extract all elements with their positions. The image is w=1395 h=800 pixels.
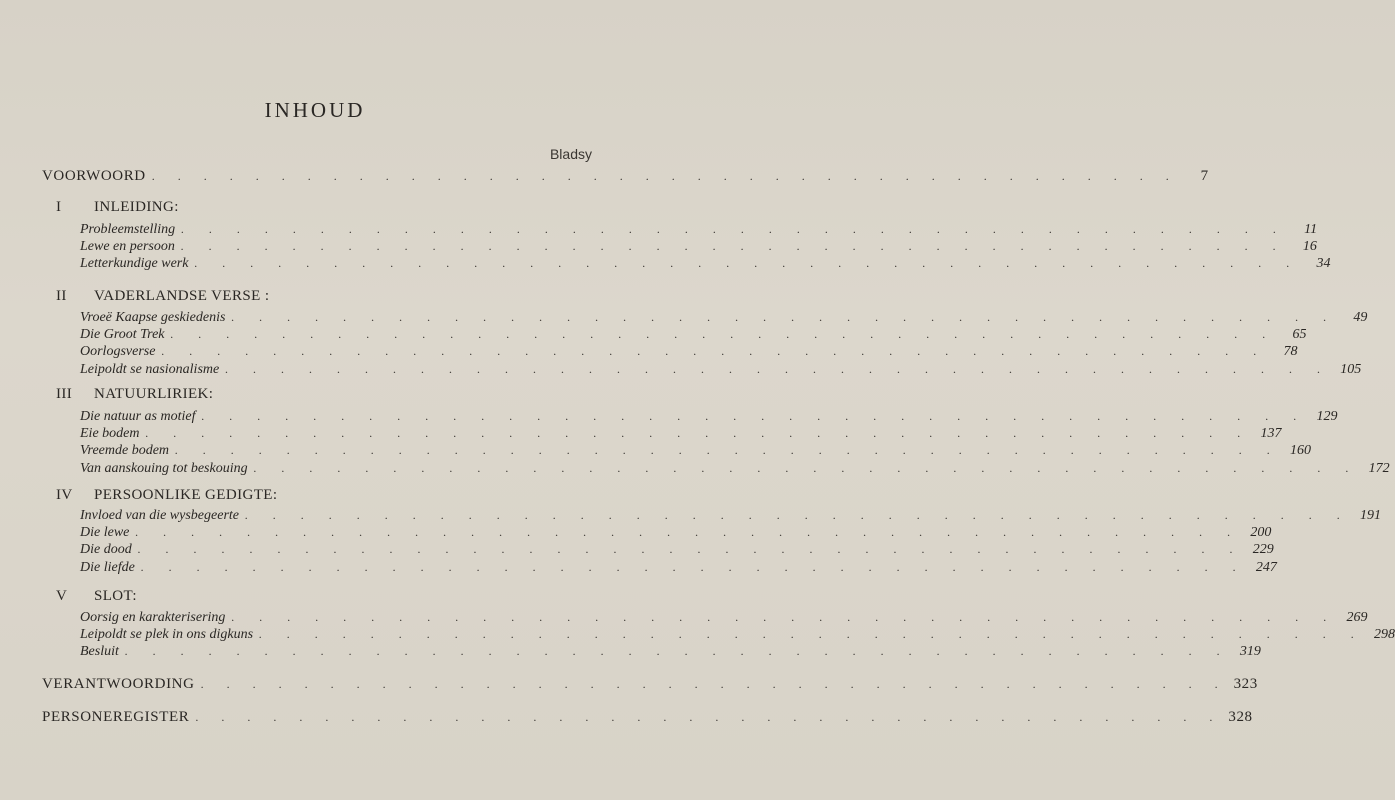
toc-entry xyxy=(80,327,1307,343)
page-number: 172 xyxy=(1368,460,1390,476)
toc-entry xyxy=(80,222,1318,238)
dot-leader: . . . . . . . . . . . . . . . . . . . . . . . . . . . . . . . . . . . . . . . . xyxy=(225,361,1332,376)
toc-entry xyxy=(80,460,1390,477)
page-number: 323 xyxy=(1233,676,1258,692)
page-number: 137 xyxy=(1260,426,1282,442)
entry-title: Oorsig en karakterisering xyxy=(80,610,226,625)
section-title: SLOT: xyxy=(94,588,137,604)
page-number: 160 xyxy=(1290,443,1312,459)
section-title: VADERLANDSE VERSE : xyxy=(94,288,270,304)
toc-entry xyxy=(80,426,1282,442)
page-number: 298 xyxy=(1374,627,1395,643)
section-numeral: V xyxy=(56,588,68,604)
page-number: 105 xyxy=(1340,361,1362,377)
page-number: 78 xyxy=(1283,344,1298,360)
dot-leader: . . . . . . . . . . . . . . . . . . . . . . . . . . . . . . . . . . . . . . . . xyxy=(137,542,1244,557)
page-number: 11 xyxy=(1304,222,1318,237)
entry-title: Vroeë Kaapse geskiedenis xyxy=(80,310,226,325)
page-number: 191 xyxy=(1360,508,1381,523)
dot-leader: . . . . . . . . . . . . . . . . . . . . . . . . . . . . . . . . . . . . . . . . xyxy=(135,525,1242,540)
toc-entry xyxy=(80,409,1338,425)
entry-title: Die dood xyxy=(80,542,132,558)
toc-entry-personeregister xyxy=(42,709,1253,726)
entry-title: Letterkundige werk xyxy=(80,256,189,272)
dot-leader: . . . . . . . . . . . . . . . . . . . . . . . . . . . . . . . . . . . . . . . . xyxy=(200,677,1228,691)
entry-title: PERSONEREGISTER xyxy=(42,709,190,725)
section-title: INLEIDING: xyxy=(94,199,179,215)
entry-title: VERANTWOORDING xyxy=(42,676,195,692)
dot-leader: . . . . . . . . . . . . . . . . . . . . . . . . . . . . . . . . . . . . . . . . xyxy=(161,344,1268,359)
dot-leader: . . . . . . . . . . . . . . . . . . . . . . . . . . . . . . . . . . . . . . . . xyxy=(145,426,1252,441)
entry-title: Die liefde xyxy=(80,559,135,575)
toc-entry xyxy=(80,310,1368,326)
entry-title: Oorlogsverse xyxy=(80,344,156,360)
dot-leader: . . . . . . . . . . . . . . . . . . . . . . . . . . . . . . . . . . . . . . . . xyxy=(140,559,1247,574)
entry-title: Lewe en persoon xyxy=(80,239,175,255)
toc-entry xyxy=(80,610,1368,626)
toc-entry xyxy=(80,443,1312,459)
section-numeral: II xyxy=(56,288,67,304)
toc-entry xyxy=(80,239,1317,255)
dot-leader: . . . . . . . . . . . . . . . . . . . . . . . . . . . . . . . . . . . . . . . . xyxy=(194,256,1301,271)
toc-entry-verantwoording xyxy=(42,676,1258,693)
section-heading xyxy=(56,588,137,605)
toc-entry xyxy=(80,344,1298,360)
entry-title: Leipoldt se plek in ons digkuns xyxy=(80,627,254,643)
toc-entry xyxy=(80,542,1274,558)
section-title: PERSOONLIKE GEDIGTE: xyxy=(94,487,278,503)
page-number: 247 xyxy=(1255,559,1277,575)
dot-leader: . . . . . . . . . . . . . . . . . . . . . . . . . . . . . . . . . . . . . . . . xyxy=(170,327,1277,342)
section-heading xyxy=(56,487,277,504)
dot-leader: . . . . . . . . . . . . . . . . . . . . . . . . . . . . . . . . . . . . . . . . xyxy=(151,169,1179,183)
page-title: INHOUD xyxy=(264,98,366,122)
entry-title: Die lewe xyxy=(80,525,130,541)
toc-entry xyxy=(80,508,1381,524)
dot-leader: . . . . . . . . . . . . . . . . . . . . . . . . . . . . . . . . . . . . . . . . xyxy=(259,627,1366,642)
page-number: 16 xyxy=(1302,239,1317,255)
dot-leader: . . . . . . . . . . . . . . . . . . . . . . . . . . . . . . . . . . . . . . . . xyxy=(253,460,1360,475)
entry-title: Leipoldt se nasionalisme xyxy=(80,361,220,377)
toc-entry xyxy=(80,361,1362,378)
section-numeral: I xyxy=(56,199,62,215)
section-heading xyxy=(56,199,179,216)
page-number: 34 xyxy=(1316,256,1331,272)
page-number: 129 xyxy=(1316,409,1338,424)
section-title: NATUURLIRIEK: xyxy=(94,386,214,402)
toc-entry-voorwoord xyxy=(42,168,1209,185)
entry-title: Die Groot Trek xyxy=(80,327,165,343)
section-heading xyxy=(56,288,269,305)
entry-title: Invloed van die wysbegeerte xyxy=(80,508,239,523)
toc-entry xyxy=(80,644,1261,660)
entry-title: Van aanskouing tot beskouing xyxy=(80,460,248,476)
page-number: 65 xyxy=(1292,327,1307,343)
dot-leader: . . . . . . . . . . . . . . . . . . . . . . . . . . . . . . . . . . . . . . . . xyxy=(124,644,1231,659)
dot-leader: . . . . . . . . . . . . . . . . . . . . . . . . . . . . . . . . . . . . . . . . xyxy=(195,710,1223,724)
page-number: 328 xyxy=(1228,709,1253,725)
page-number: 229 xyxy=(1252,542,1274,558)
section-numeral: IV xyxy=(56,487,73,503)
dot-leader: . . . . . . . . . . . . . . . . . . . . . . . . . . . . . . . . . . . . . . . . xyxy=(231,610,1338,624)
page-number: 49 xyxy=(1353,310,1368,325)
toc-entry xyxy=(80,559,1277,576)
dot-leader: . . . . . . . . . . . . . . . . . . . . . . . . . . . . . . . . . . . . . . . . xyxy=(181,222,1288,236)
page-number: 7 xyxy=(1200,168,1209,184)
dot-leader: . . . . . . . . . . . . . . . . . . . . . . . . . . . . . . . . . . . . . . . . xyxy=(180,239,1287,254)
entry-title: Eie bodem xyxy=(80,426,140,442)
entry-title: VOORWOORD xyxy=(42,168,146,184)
section-numeral: III xyxy=(56,386,73,402)
dot-leader: . . . . . . . . . . . . . . . . . . . . . . . . . . . . . . . . . . . . . . . . xyxy=(245,508,1351,522)
entry-title: Besluit xyxy=(80,644,119,660)
dot-leader: . . . . . . . . . . . . . . . . . . . . . . . . . . . . . . . . . . . . . . . . xyxy=(201,409,1308,423)
toc-entry xyxy=(80,256,1331,272)
page-number: 319 xyxy=(1239,644,1261,660)
page-column-label: Bladsy xyxy=(549,146,592,162)
entry-title: Vreemde bodem xyxy=(80,443,170,459)
dot-leader: . . . . . . . . . . . . . . . . . . . . . . . . . . . . . . . . . . . . . . . . xyxy=(231,310,1338,324)
toc-entry xyxy=(80,627,1395,643)
page-number: 200 xyxy=(1250,525,1272,541)
entry-title: Probleemstelling xyxy=(80,222,176,237)
page-number: 269 xyxy=(1346,610,1368,625)
section-heading xyxy=(56,386,213,403)
toc-entry xyxy=(80,525,1272,541)
entry-title: Die natuur as motief xyxy=(80,409,196,424)
dot-leader: . . . . . . . . . . . . . . . . . . . . . . . . . . . . . . . . . . . . . . . . xyxy=(175,443,1282,458)
